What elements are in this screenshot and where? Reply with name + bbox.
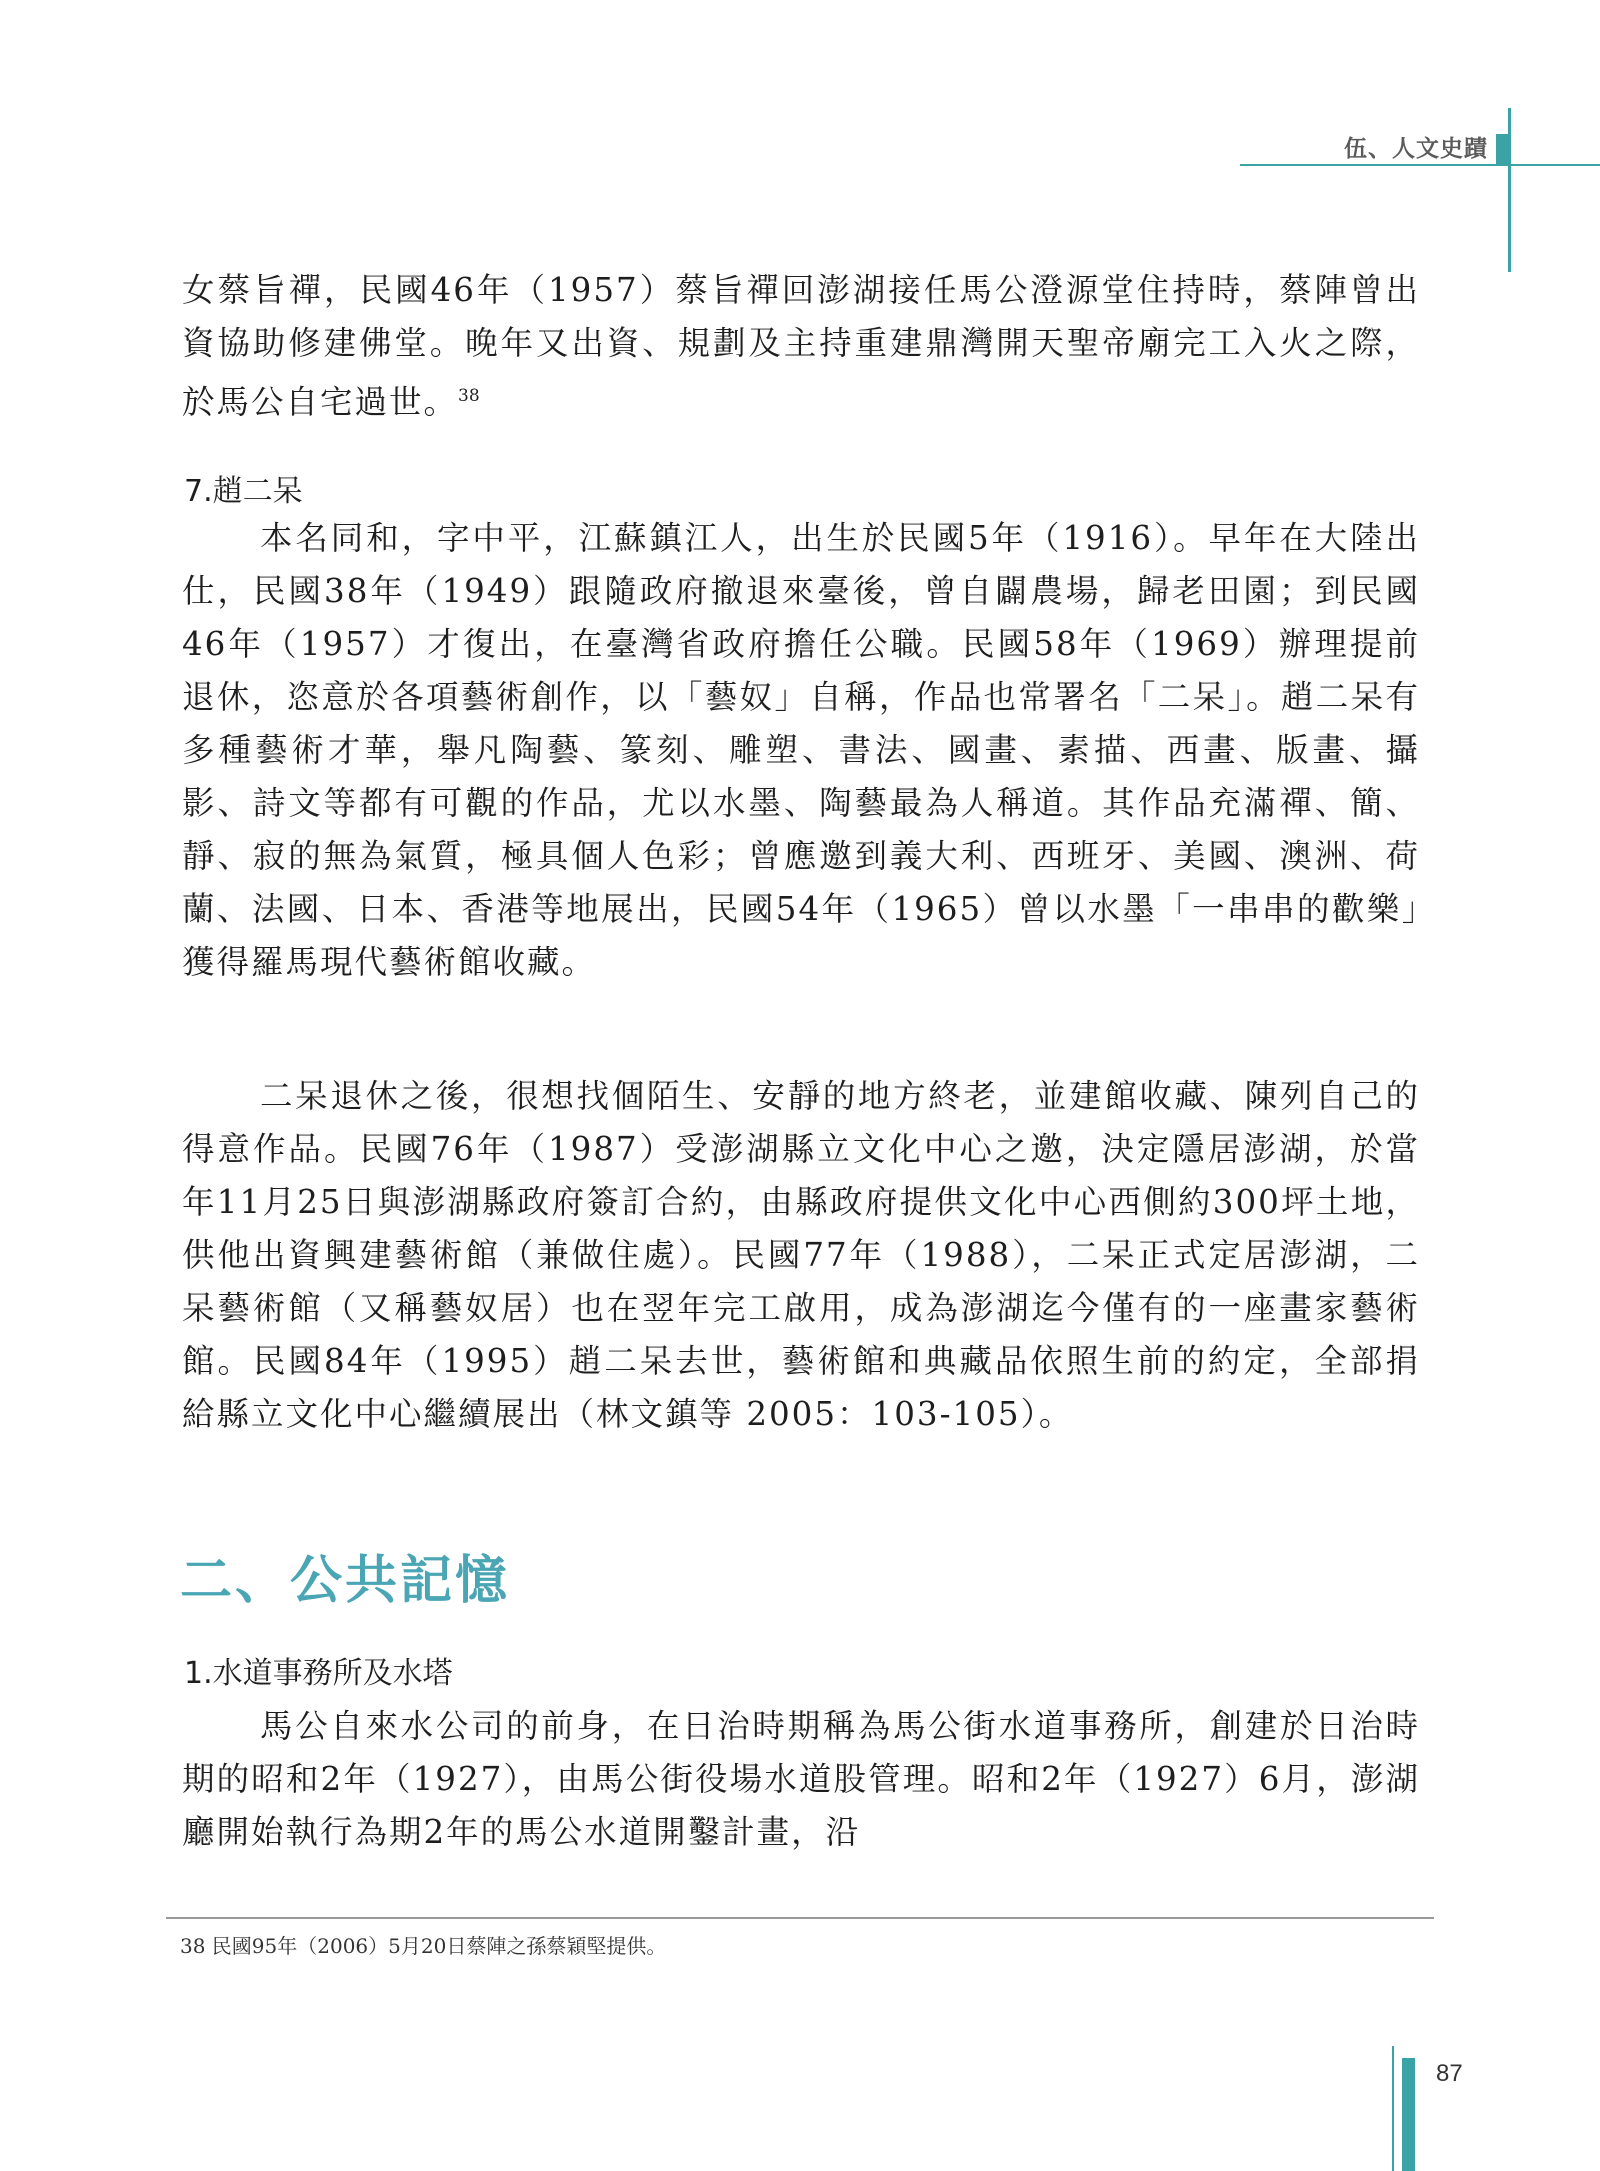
paragraph-1 — [182, 264, 1420, 429]
footnote-rule — [166, 1917, 1434, 1919]
subheading-waterworks: 1.水道事務所及水塔 — [184, 1656, 453, 1691]
footnote: 38 民國95年（2006）5月20日蔡陣之孫蔡穎堅提供。 — [180, 1934, 667, 1958]
header-rule-vertical — [1508, 108, 1511, 272]
page-number-rule — [1392, 2046, 1394, 2171]
paragraph-4: 馬公自來水公司的前身，在日治時期稱為馬公街水道事務所，創建於日治時期的昭和2年（1927），由馬公街役場水道股管理。昭和2年（1927）6月，澎湖廳開始執行為期2年的馬公水道開鑿計畫，沿 — [182, 1707, 1420, 1851]
footnote-ref: 38 — [458, 386, 480, 406]
paragraph-3: 二呆退休之後，很想找個陌生、安靜的地方終老，並建館收藏、陳列自己的得意作品。民國76年（1987）受澎湖縣立文化中心之邀，決定隱居澎湖，於當年11月25日與澎湖縣政府簽訂合約，由縣政府提供文化中心西側約300坪土地，供他出資興建藝術館（兼做住處）。民國77年（1988），二呆正式定居澎湖，二呆藝術館（又稱藝奴居）也在翌年完工啟用，成為澎湖迄今僅有的一座畫家藝術館。民國84年（1995）趙二呆去世，藝術館和典藏品依照生前的約定，全部捐給縣立文化中心繼續展出（林文鎮等 2005：103-105）。 — [182, 1077, 1420, 1433]
section-title: 二、公共記憶 — [180, 1550, 511, 1611]
paragraph-2: 本名同和，字中平，江蘇鎮江人，出生於民國5年（1916）。早年在大陸出仕，民國38年（1949）跟隨政府撤退來臺後，曾自闢農場，歸老田園；到民國46年（1957）才復出，在臺灣省政府擔任公職。民國58年（1969）辦理提前退休，恣意於各項藝術創作，以「藝奴」自稱，作品也常署名「二呆」。趙二呆有多種藝術才華，舉凡陶藝、篆刻、雕塑、書法、國畫、素描、西畫、版畫、攝影、詩文等都有可觀的作品，尤以水墨、陶藝最為人稱道。其作品充滿禪、簡、靜、寂的無為氣質，極具個人色彩；曾應邀到義大利、西班牙、美國、澳洲、荷蘭、法國、日本、香港等地展出，民國54年（1965）曾以水墨「一串串的歡樂」獲得羅馬現代藝術館收藏。 — [182, 519, 1420, 981]
page-number: 87 — [1436, 2060, 1463, 2087]
header-rule-horizontal — [1240, 164, 1600, 166]
paragraph-1-text: 女蔡旨禪，民國46年（1957）蔡旨禪回澎湖接任馬公澄源堂住持時，蔡陣曾出資協助修建佛堂。晚年又出資、規劃及主持重建鼎灣開天聖帝廟完工入火之際，於馬公自宅過世。 — [182, 271, 1420, 421]
chapter-title: 伍、人文史蹟 — [1344, 135, 1488, 162]
header-accent-block — [1496, 134, 1509, 164]
page-number-accent-bar — [1402, 2058, 1415, 2171]
subheading-zhao-erdai: 7.趙二呆 — [184, 474, 303, 509]
